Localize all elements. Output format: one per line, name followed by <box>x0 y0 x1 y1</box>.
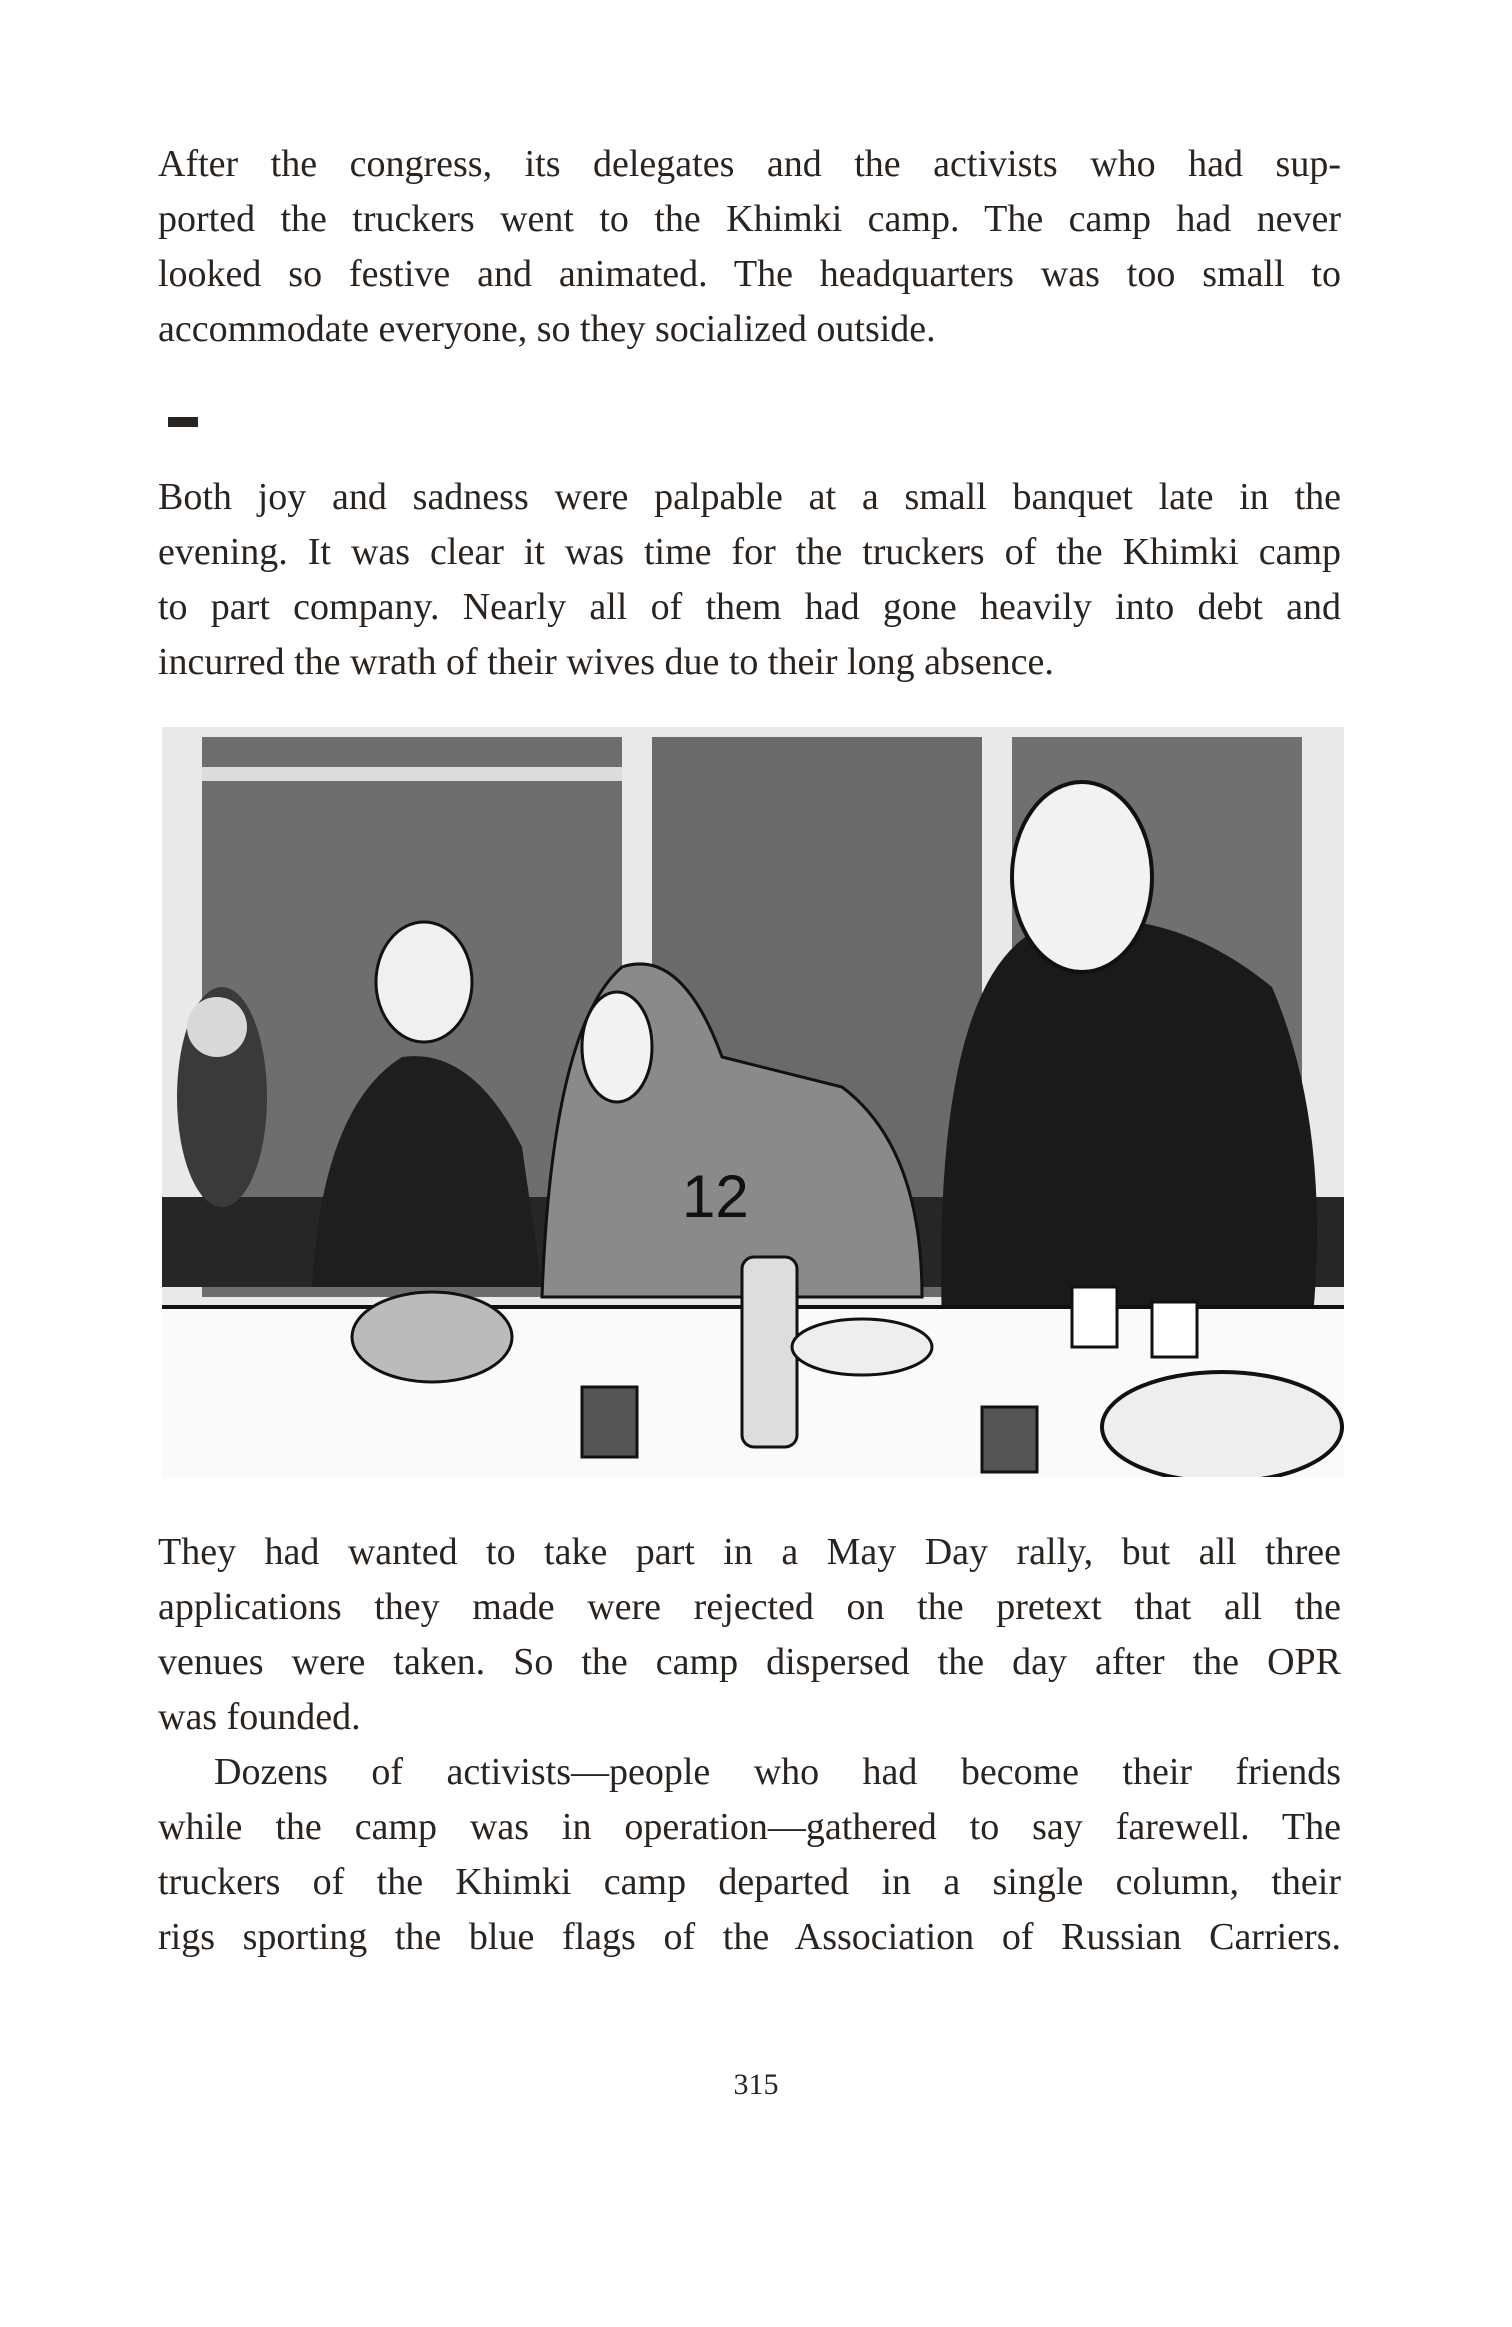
man-figure <box>941 920 1317 1328</box>
text-line: evening. It was clear it was time for the truckers of the Khimki camp <box>158 531 1341 573</box>
jersey-number: 12 <box>682 1163 749 1230</box>
paragraph-1 <box>158 137 1341 357</box>
paragraph-3 <box>158 1525 1341 1745</box>
text-line: while the camp was in operation—gathered to say farewell. The <box>158 1806 1341 1848</box>
text-line: to part company. Nearly all of them had gone heavily into debt and <box>158 586 1341 628</box>
section-break-dash <box>168 417 198 427</box>
text-line: applications they made were rejected on the pretext that all the <box>158 1586 1341 1628</box>
text-line: They had wanted to take part in a May Day rally, but all three <box>158 1531 1341 1573</box>
bottle <box>742 1257 797 1447</box>
text-line: venues were taken. So the camp dispersed the day after the OPR <box>158 1641 1341 1683</box>
text-line: incurred the wrath of their wives due to their long absence. <box>158 641 1054 683</box>
text-line: rigs sporting the blue flags of the Association of Russian Carriers. <box>158 1916 1341 1958</box>
banquet-illustration <box>162 727 1344 1477</box>
text-line: Dozens of activists—people who had become their friends <box>214 1751 1341 1793</box>
text-line: Both joy and sadness were palpable at a small banquet late in the <box>158 476 1341 518</box>
text-line: ported the truckers went to the Khimki camp. The camp had never <box>158 198 1341 240</box>
cup <box>1152 1302 1197 1357</box>
text-line: was founded. <box>158 1696 361 1738</box>
text-line: After the congress, its delegates and the activists who had sup- <box>158 143 1341 185</box>
fruit-bowl <box>352 1292 512 1382</box>
text-line: looked so festive and animated. The headquarters was too small to <box>158 253 1341 295</box>
paragraph-2 <box>158 470 1341 690</box>
paragraph-4 <box>158 1745 1341 1965</box>
cup <box>1072 1287 1117 1347</box>
text-line: truckers of the Khimki camp departed in a single column, their <box>158 1861 1341 1903</box>
page-number: 315 <box>733 2068 779 2101</box>
text-line: accommodate everyone, so they socialized outside. <box>158 308 936 350</box>
